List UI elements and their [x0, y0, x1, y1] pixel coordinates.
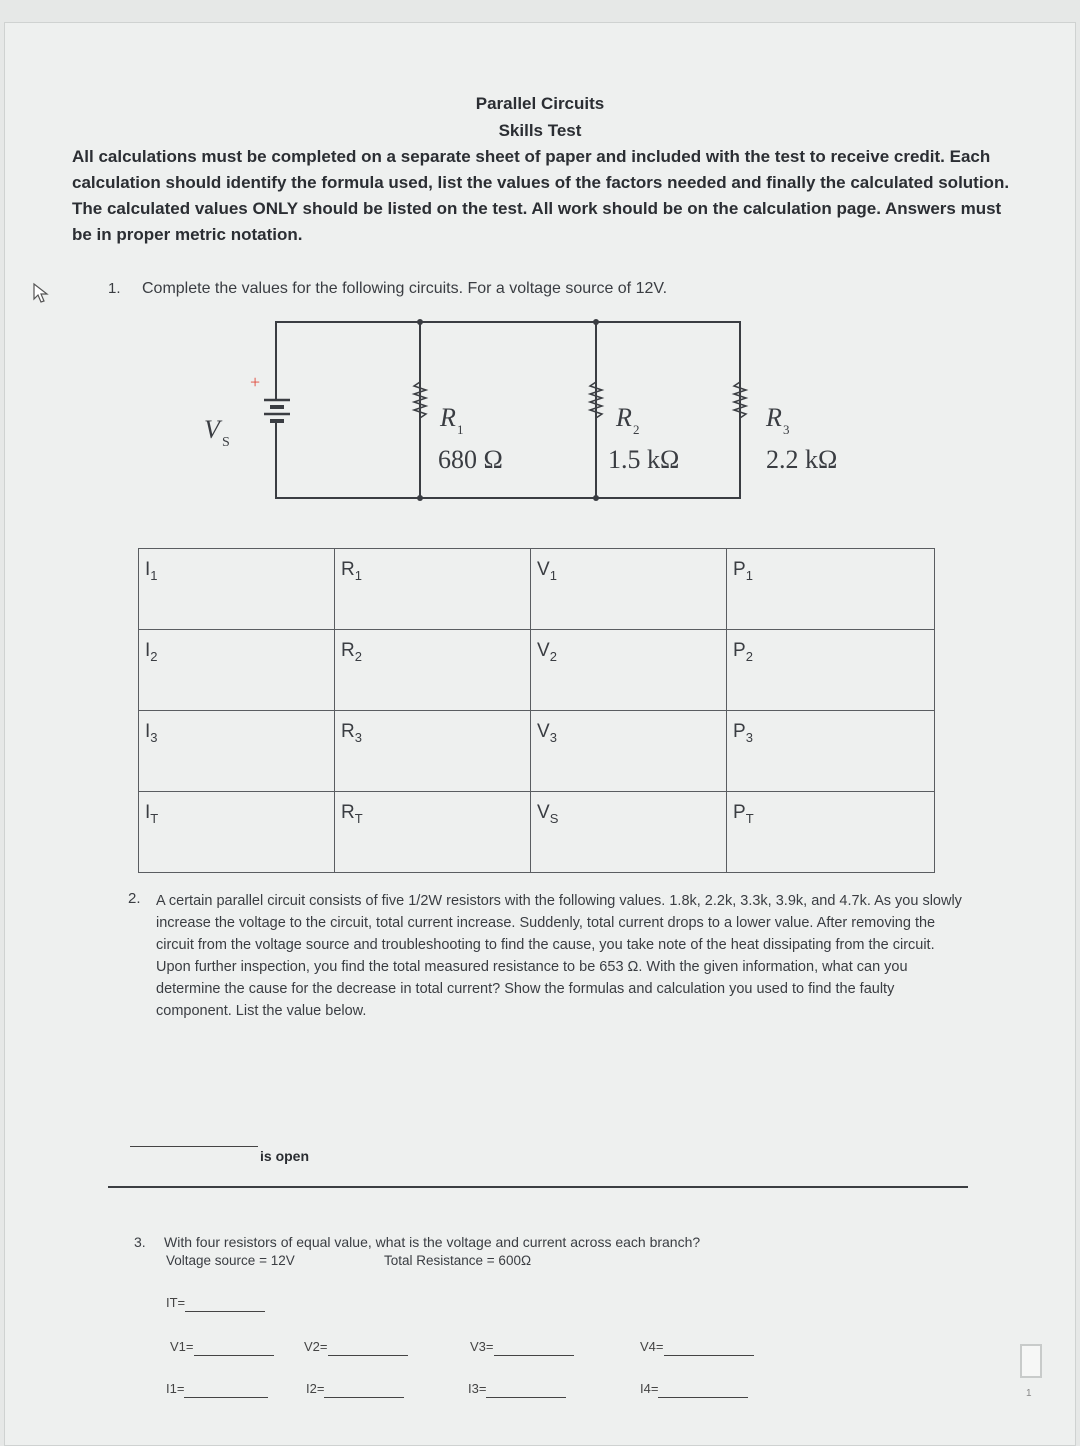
- table-cell[interactable]: $I_2$: [139, 630, 335, 711]
- r1-label: R: [440, 403, 456, 432]
- table-cell[interactable]: $R_T$: [335, 792, 531, 873]
- table-cell[interactable]: $I_1$: [139, 549, 335, 630]
- junction-dot: [417, 319, 423, 325]
- v3-field[interactable]: V3=: [470, 1338, 574, 1356]
- total-resistance: Total Resistance = 600Ω: [384, 1253, 532, 1268]
- source-label: V: [204, 415, 220, 444]
- table-row: [139, 792, 935, 873]
- table-cell[interactable]: $V_S$: [531, 792, 727, 873]
- worksheet-page: [4, 22, 1076, 1446]
- r1-subscript: 1: [457, 422, 464, 437]
- junction-dot: [593, 495, 599, 501]
- circuit-diagram: [194, 314, 894, 504]
- table-cell[interactable]: $I_T$: [139, 792, 335, 873]
- it-label: IT=: [166, 1295, 186, 1310]
- junction-dot: [417, 495, 423, 501]
- instructions: All calculations must be completed on a separate sheet of paper and included with the test to receive credit. Each calculation should identify the formula used, list the values of the factors needed and finally the calculated solution. The calculated values ONLY should be listed on the test. All work should be on the calculation page. Answers must be in proper metric notation.: [72, 147, 1010, 244]
- it-field[interactable]: [166, 1294, 265, 1312]
- table-cell[interactable]: $R_3$: [335, 711, 531, 792]
- v2-field[interactable]: V2=: [304, 1338, 408, 1356]
- i3-field[interactable]: I3=: [468, 1380, 566, 1398]
- q1-prompt: Complete the values for the following circuits. For a voltage source of 12V.: [142, 280, 668, 297]
- table-cell[interactable]: $R_2$: [335, 630, 531, 711]
- page-title: Parallel Circuits: [475, 94, 605, 113]
- table-cell[interactable]: $P_1$: [727, 549, 935, 630]
- q3-text: With four resistors of equal value, what is the voltage and current across each branch?: [164, 1234, 701, 1250]
- r3-label: R: [766, 403, 782, 432]
- i4-field[interactable]: I4=: [640, 1380, 748, 1398]
- table-cell[interactable]: $V_1$: [531, 549, 727, 630]
- resistor-zigzag-3: [734, 382, 746, 418]
- q2-answer-line[interactable]: [130, 1146, 258, 1147]
- values-table: [138, 548, 935, 873]
- table-cell[interactable]: $P_T$: [727, 792, 935, 873]
- q1-number: 1.: [108, 280, 121, 297]
- section-divider: [108, 1186, 968, 1188]
- table-row: [139, 630, 935, 711]
- table-cell[interactable]: $P_2$: [727, 630, 935, 711]
- q2-answer-suffix: is open: [260, 1148, 310, 1164]
- r3-value: 2.2 kΩ: [766, 445, 838, 474]
- table-row: [139, 711, 935, 792]
- i2-field[interactable]: I2=: [306, 1380, 404, 1398]
- plus-symbol: +: [250, 372, 261, 392]
- source-subscript: S: [222, 435, 230, 450]
- junction-dot: [593, 319, 599, 325]
- q2-text: A certain parallel circuit consists of five 1/2W resistors with the following values. 1.8k, 2.2k, 3.3k, 3.9k, and 4.7k. As you slowly increase the voltage to the circuit, total current increase. Suddenly, total current drops to a lower value. After removing the circuit from the voltage source and troubleshooting to find the cause, you take note of the heat dissipating from the circuit. Upon further inspection, you find the total measured resistance to be 653 Ω. With the given information, what can you determine the cause for the decrease in total current? Show the formulas and calculation you used to find the faulty component. List the value below.: [156, 893, 962, 1019]
- voltage-source: Voltage source = 12V: [166, 1253, 295, 1268]
- r2-label: R: [616, 403, 632, 432]
- v1-field[interactable]: V1=: [170, 1338, 274, 1356]
- table-cell[interactable]: $P_3$: [727, 711, 935, 792]
- page-subtitle: Skills Test: [498, 121, 582, 140]
- page-number: 1: [1026, 1388, 1032, 1399]
- q3-number: 3.: [134, 1234, 146, 1250]
- table-cell[interactable]: $I_3$: [139, 711, 335, 792]
- q2-number: 2.: [128, 890, 141, 907]
- r1-value: 680 Ω: [438, 445, 503, 474]
- mouse-cursor-icon: [32, 282, 52, 304]
- table-cell[interactable]: $V_3$: [531, 711, 727, 792]
- resistor-zigzag-2: [590, 382, 602, 418]
- r2-subscript: 2: [633, 422, 640, 437]
- resistor-zigzag-1: [414, 382, 426, 418]
- r2-value: 1.5 kΩ: [608, 445, 680, 474]
- scroll-thumb[interactable]: [1020, 1344, 1042, 1378]
- table-row: [139, 549, 935, 630]
- table-cell[interactable]: $R_1$: [335, 549, 531, 630]
- table-cell[interactable]: $V_2$: [531, 630, 727, 711]
- r3-subscript: 3: [783, 422, 790, 437]
- i1-field[interactable]: I1=: [166, 1380, 268, 1398]
- v4-field[interactable]: V4=: [640, 1338, 754, 1356]
